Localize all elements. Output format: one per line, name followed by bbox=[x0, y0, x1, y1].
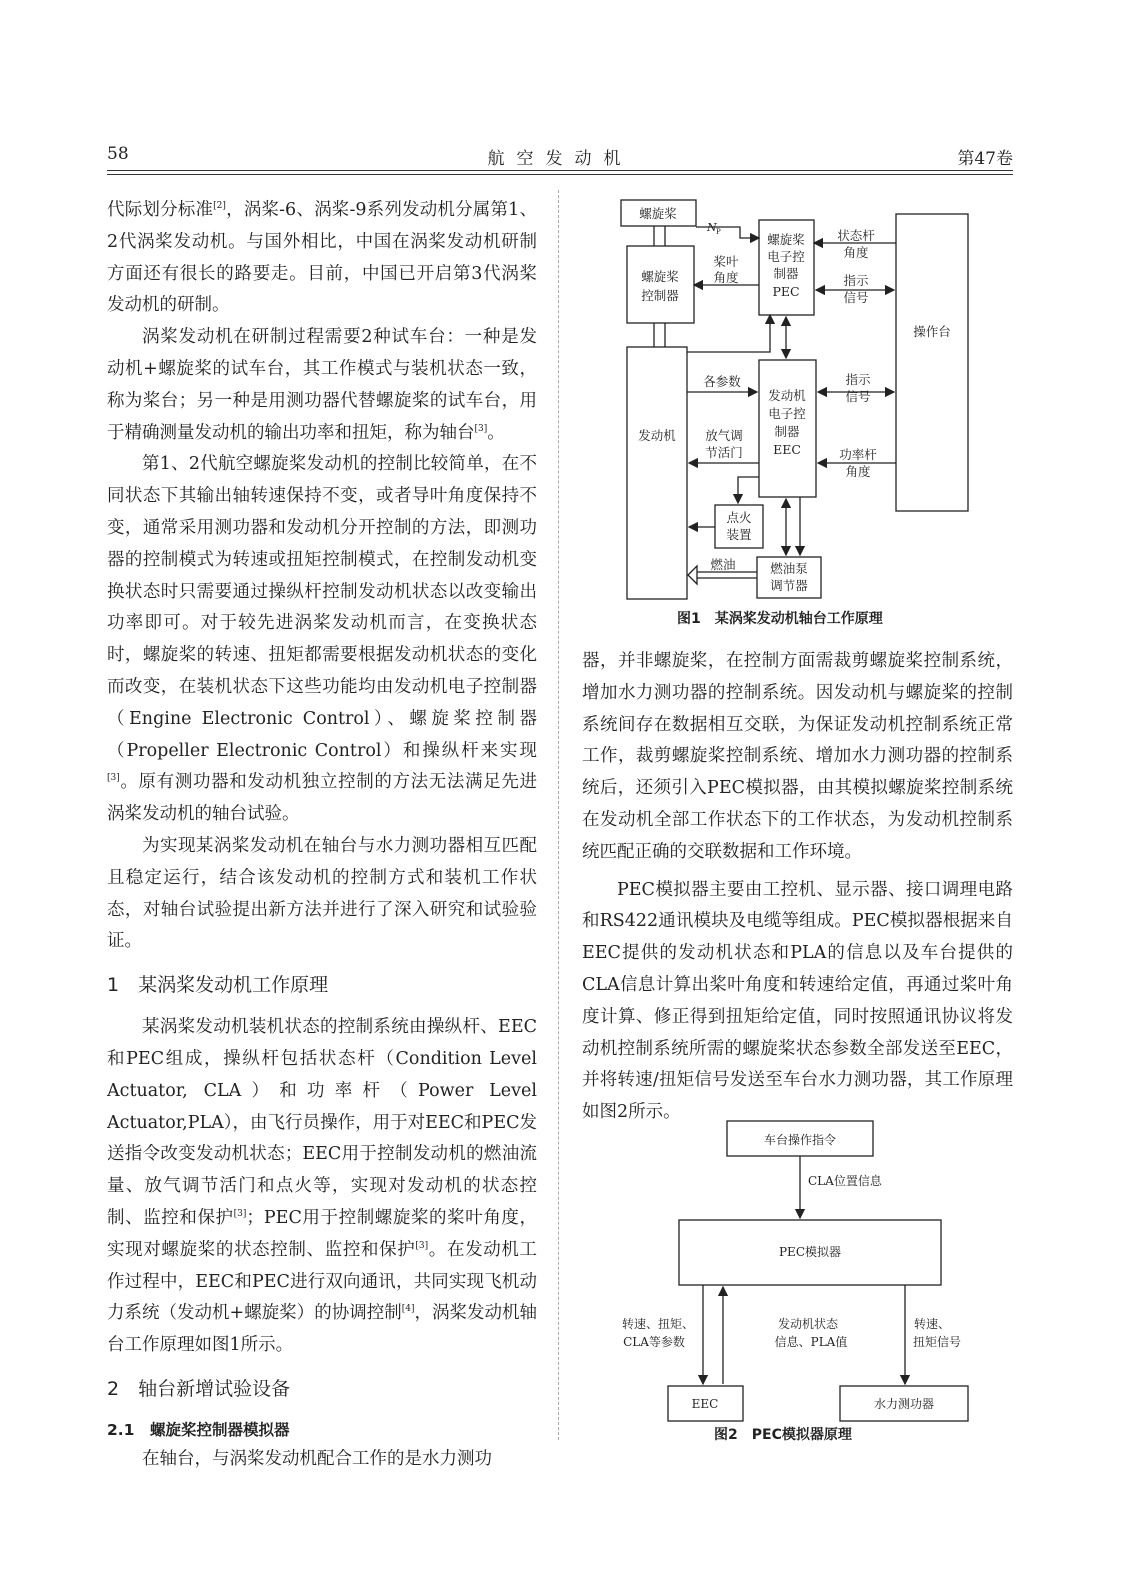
fuel-pump-label: 调节器 bbox=[770, 578, 808, 593]
np-subscript: P bbox=[716, 228, 721, 236]
pla-angle-label: 功率杆 bbox=[839, 447, 877, 462]
paragraph: 代际划分标准[2]，涡桨-6、涡桨-9系列发动机分属第1、2代涡桨发动机。与国外相比，中国在涡桨发动机研制方面还有很长的路要走。目前，中国已开启第3代涡桨发动机的研制。 bbox=[107, 200, 538, 316]
propeller-controller-box bbox=[627, 246, 694, 323]
pec-simulator-label: PEC模拟器 bbox=[778, 1245, 842, 1259]
bleed-valve-label: 放气调 bbox=[705, 428, 743, 443]
header-rule-thin bbox=[107, 174, 1013, 175]
fuel-pump-label: 燃油泵 bbox=[770, 561, 808, 576]
figure-2-diagram bbox=[620, 1115, 980, 1425]
paragraph: 涡桨发动机在研制过程需要2种试车台：一种是发动机+螺旋桨的试车台，其工作模式与装机状态一致，称为桨台；另一种是用测功器代替螺旋桨的试车台，用于精确测量发动机的输出功率和扭矩，称为轴台[3]。 bbox=[107, 327, 537, 443]
engine-label: 发动机 bbox=[638, 428, 676, 443]
indicator-signal-label: 指示 bbox=[843, 273, 869, 288]
propeller-controller-label: 螺旋桨 bbox=[641, 269, 679, 284]
indicator-signal-label: 信号 bbox=[843, 290, 869, 305]
console-label: 操作台 bbox=[913, 324, 951, 339]
paragraph: 第1、2代航空螺旋桨发动机的控制比较简单，在不同状态下其输出轴转速保持不变，或者导叶角度保持不变，通常采用测功器和发动机分开控制的方法，即测功器的控制模式为转速或扭矩控制模式，在控制发动机变换状态时只需要通过操纵杆控制发动机状态以改变输出功率即可。对于较先进涡桨发动机而言，在变换状态时，螺旋桨的转速、扭矩都需要根据发动机状态的变化而改变，在装机状态下这些功能均由发动机电子控制器（Engine Electronic Control）、螺旋桨控制器（Propeller Electronic Control）和操纵杆来实现[3]。原有测功器和发动机独立控制的方法无法满足先进涡桨发动机的轴台试验。 bbox=[107, 454, 537, 825]
engine-state-label: 信息、PLA值 bbox=[774, 1335, 848, 1349]
page-number: 58 bbox=[107, 144, 129, 164]
dynamometer-label: 水力测功器 bbox=[873, 1397, 935, 1411]
indicator-signal-label: 信号 bbox=[845, 389, 871, 404]
eec-signal-label: 转速、扭矩、 bbox=[621, 1317, 695, 1331]
header-rule bbox=[107, 170, 1013, 171]
ignition-label: 点火 bbox=[726, 510, 752, 525]
figure-1-diagram bbox=[600, 190, 980, 605]
fuel-label: 燃油 bbox=[710, 557, 736, 572]
cla-position-label: CLA位置信息 bbox=[808, 1174, 882, 1188]
right-column bbox=[582, 646, 1013, 1129]
eec-label: EEC bbox=[691, 1397, 719, 1411]
cla-angle-label: 状态杆 bbox=[837, 228, 875, 243]
blade-angle-label: 桨叶 bbox=[713, 254, 739, 269]
pec-label: 螺旋桨 bbox=[767, 232, 805, 247]
page-header bbox=[107, 144, 1013, 170]
console-box bbox=[896, 214, 968, 511]
left-column bbox=[107, 195, 537, 1476]
eec-label: 制器 bbox=[774, 424, 800, 439]
cla-angle-label: 角度 bbox=[843, 245, 869, 260]
eec-label: 电子控 bbox=[768, 406, 806, 421]
section-heading: 2 轴台新增试验设备 bbox=[107, 1377, 291, 1400]
journal-title: 航空发动机 bbox=[487, 149, 633, 169]
command-label: 车台操作指令 bbox=[763, 1133, 837, 1147]
np-label: N bbox=[707, 221, 717, 234]
indicator-signal-label: 指示 bbox=[845, 372, 871, 387]
figure-1-caption: 图1 某涡桨发动机轴台工作原理 bbox=[677, 611, 883, 627]
paragraph: 在轴台，与涡桨发动机配合工作的是水力测功 bbox=[142, 1448, 492, 1469]
eec-signal-label: CLA等参数 bbox=[623, 1335, 685, 1349]
section-heading: 1 某涡桨发动机工作原理 bbox=[107, 974, 329, 997]
paragraph: 某涡桨发动机装机状态的控制系统由操纵杆、EEC和PEC组成，操纵杆包括状态杆（Condition Level Actuator, CLA）和功率杆（Power Level Actuator,PLA），由飞行员操作，用于对EEC和PEC发送指令改变发动机状态；EEC用于控制发动机的燃油流量、放气调节活门和点火等，实现对发动机的状态控制、监控和保护[3]；PEC用于控制螺旋桨的桨叶角度，实现对螺旋桨的状态控制、监控和保护[3]。在发动机工作过程中，EEC和PEC进行双向通讯，共同实现飞机动力系统（发动机+螺旋桨）的协调控制[4]，涡桨发动机轴台工作原理如图1所示。 bbox=[107, 1017, 538, 1356]
pec-label: 制器 bbox=[773, 266, 799, 281]
volume-label: 第47卷 bbox=[957, 149, 1013, 169]
dyno-signal-label: 扭矩信号 bbox=[912, 1335, 962, 1349]
paragraph: 为实现某涡桨发动机在轴台与水力测功器相互匹配且稳定运行，结合该发动机的控制方式和装机工作状态，对轴台试验提出新方法并进行了深入研究和试验验证。 bbox=[107, 835, 537, 952]
blade-angle-label: 角度 bbox=[713, 270, 739, 285]
eec-label: EEC bbox=[773, 442, 801, 457]
pla-angle-label: 角度 bbox=[845, 464, 871, 479]
paragraph: 器，并非螺旋桨，在控制方面需裁剪螺旋桨控制系统，增加水力测功器的控制系统。因发动机与螺旋桨的控制系统间存在数据相互交联，为保证发动机控制系统正常工作，裁剪螺旋桨控制系统、增加水力测功器的控制系统后，还须引入PEC模拟器，由其模拟螺旋桨控制系统在发动机全部工作状态下的工作状态，为发动机控制系统匹配正确的交联数据和工作环境。 bbox=[582, 651, 1013, 862]
column-divider bbox=[558, 190, 559, 1440]
propeller-label: 螺旋桨 bbox=[639, 206, 677, 221]
ignition-label: 装置 bbox=[726, 527, 752, 542]
params-label: 各参数 bbox=[703, 374, 741, 389]
engine-state-label: 发动机状态 bbox=[777, 1317, 839, 1331]
engine-box bbox=[627, 347, 687, 599]
bleed-valve-label: 节活门 bbox=[705, 445, 743, 460]
figure-2-caption: 图2 PEC模拟器原理 bbox=[714, 1427, 852, 1443]
paragraph: PEC模拟器主要由工控机、显示器、接口调理电路和RS422通讯模块及电缆等组成。PEC模拟器根据来自EEC提供的发动机状态和PLA的信息以及车台提供的CLA信息计算出桨叶角度和转速给定值，再通过桨叶角度计算、修正得到扭矩给定值，同时按照通讯协议将发动机控制系统所需的螺旋桨状态参数全部发送至EEC，并将转速/扭矩信号发送至车台水力测功器，其工作原理如图2所示。 bbox=[582, 879, 1013, 1123]
pec-label: PEC bbox=[772, 284, 800, 299]
subsection-heading: 2.1 螺旋桨控制器模拟器 bbox=[107, 1420, 290, 1439]
dyno-signal-label: 转速、 bbox=[913, 1317, 951, 1331]
pec-label: 电子控 bbox=[767, 249, 805, 264]
propeller-controller-label: 控制器 bbox=[641, 288, 679, 303]
eec-label: 发动机 bbox=[768, 388, 806, 403]
